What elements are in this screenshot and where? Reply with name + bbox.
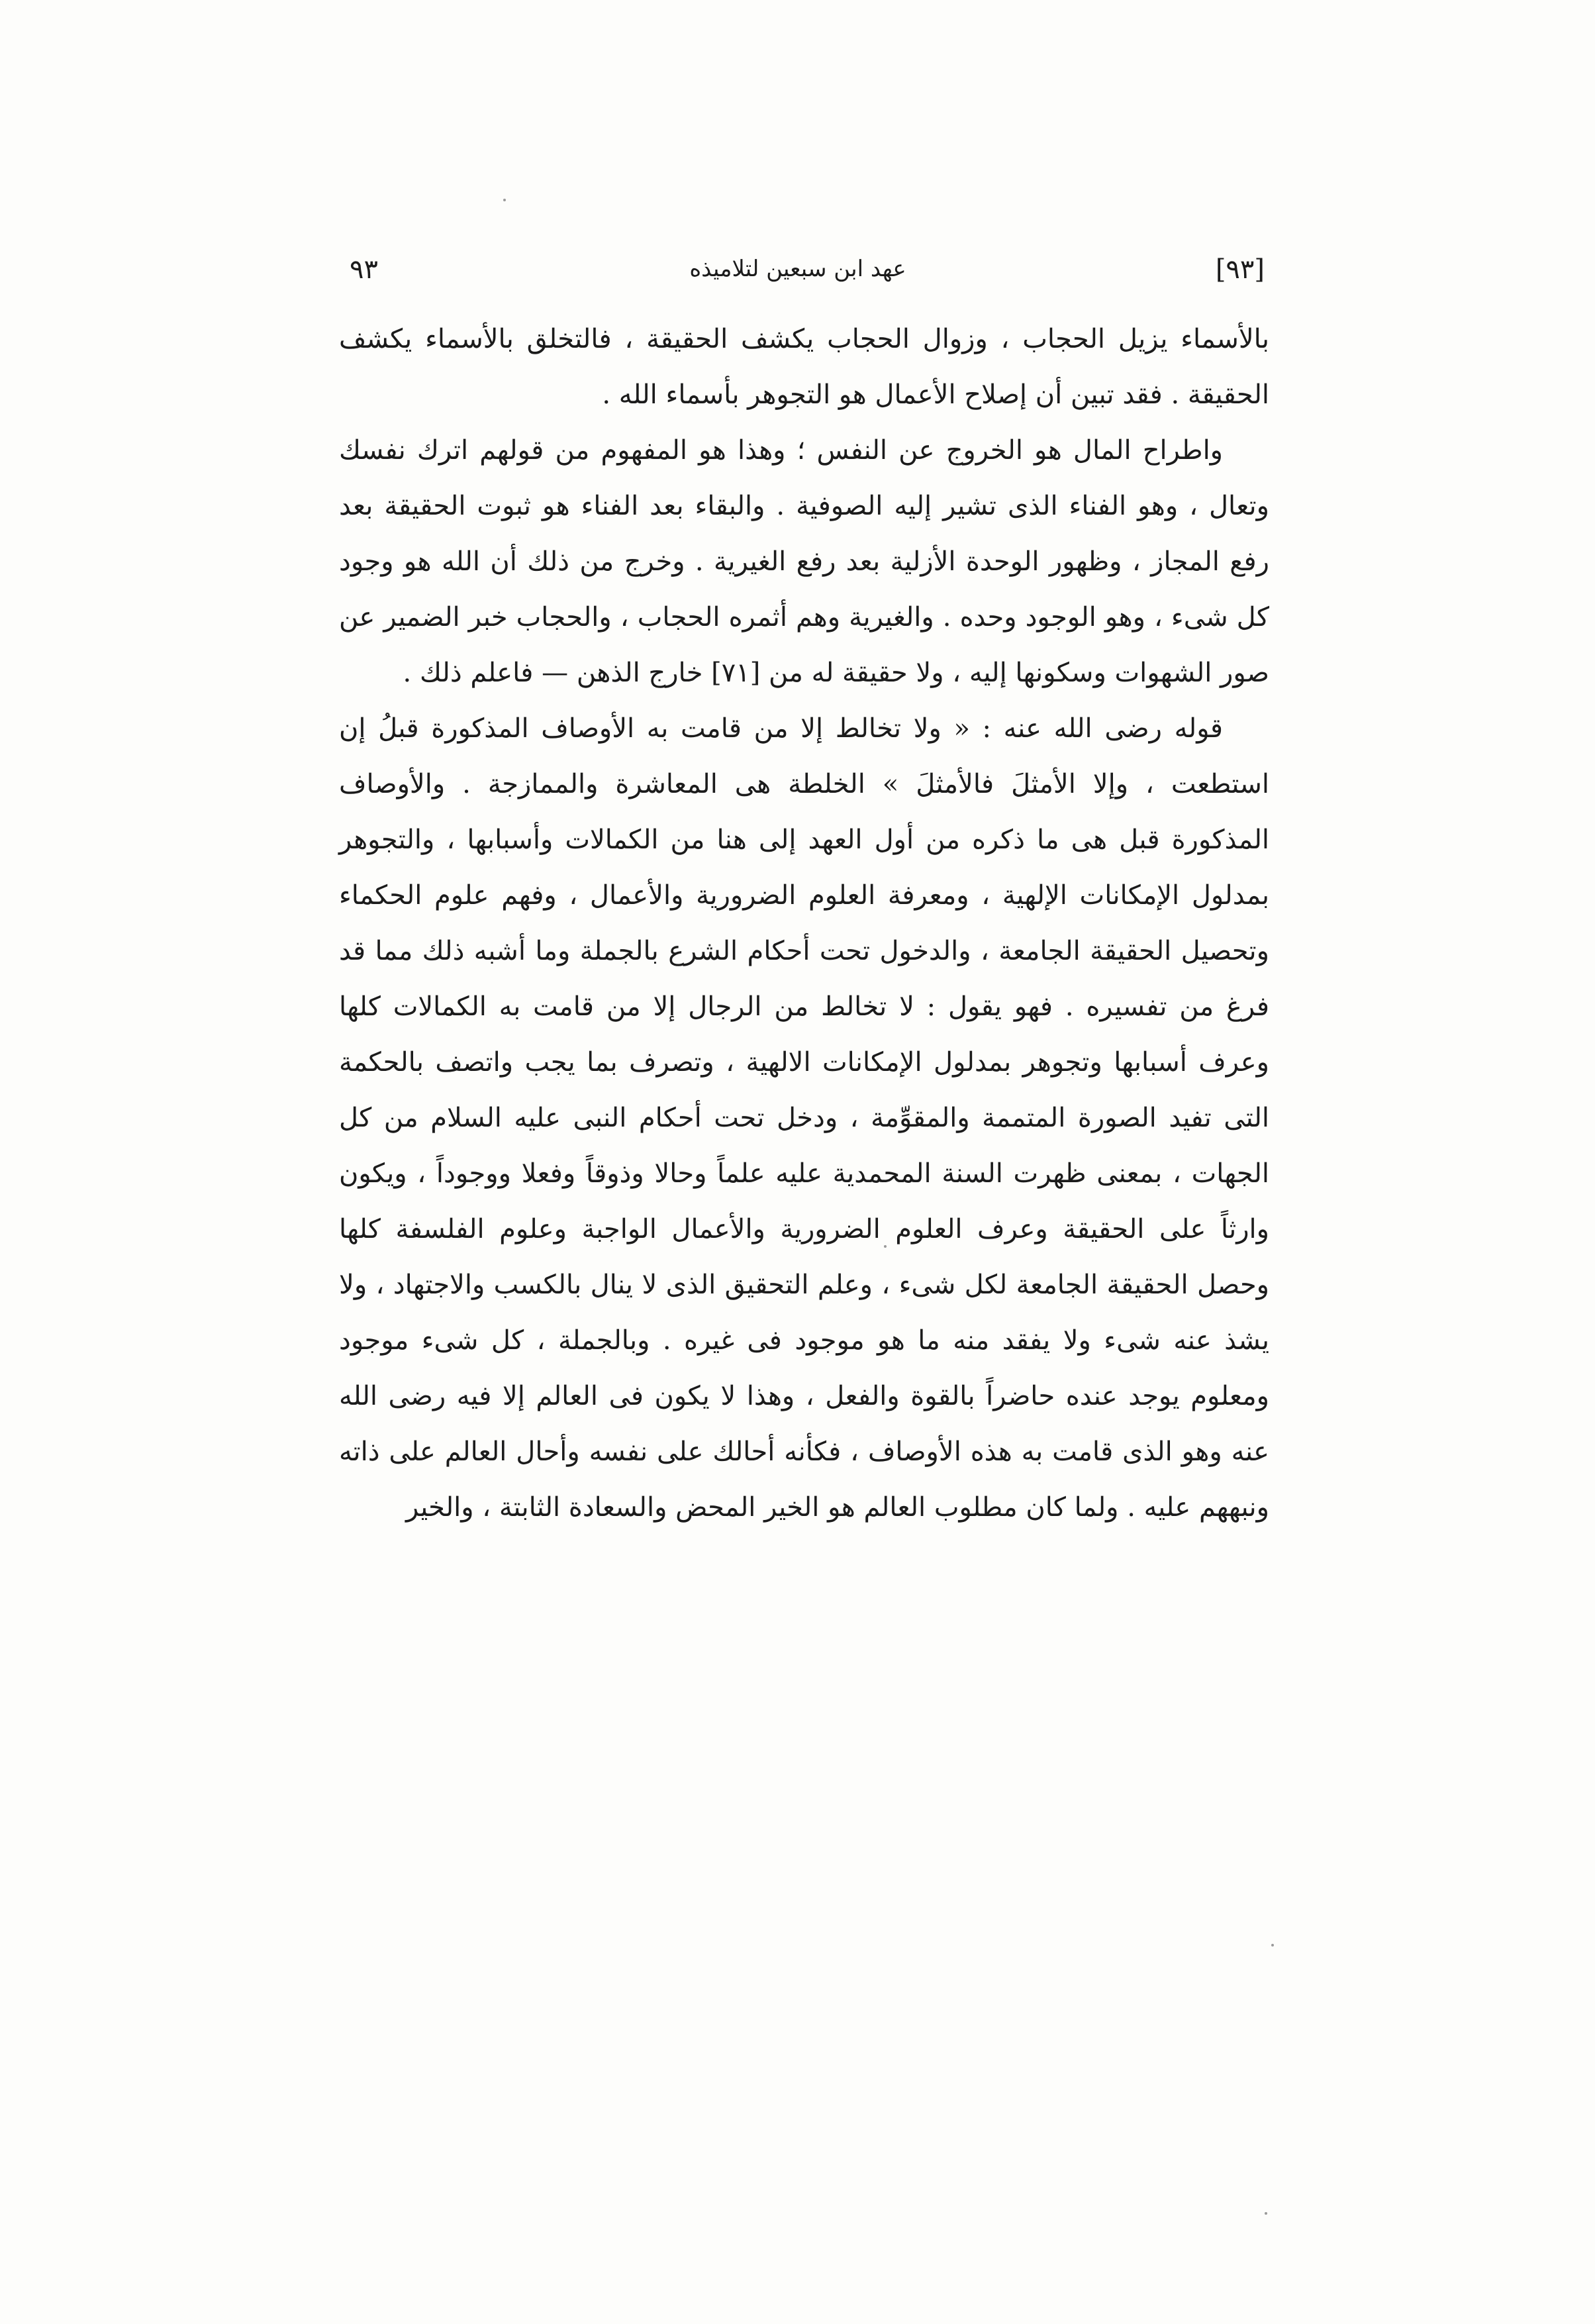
- body-text: [339, 311, 1269, 1535]
- bracket-page-number: [٩٣]: [1215, 254, 1265, 285]
- page-number: ٩٣: [350, 254, 378, 285]
- scan-speck: [884, 1245, 887, 1248]
- paragraph-1: بالأسماء يزيل الحجاب ، وزوال الحجاب يكشف الحقيقة ، فالتخلق بالأسماء يكشف الحقيقة . فقد تبين أن إصلاح الأعمال هو التجوهر بأسماء الله .: [339, 324, 1270, 410]
- running-title: عهد ابن سبعين لتلاميذه: [689, 256, 906, 282]
- scan-speck: [1265, 2212, 1267, 2215]
- scan-speck: [503, 199, 506, 201]
- page-header: [331, 245, 1265, 298]
- scan-speck: [1271, 1944, 1274, 1946]
- paragraph-3: قوله رضى الله عنه : « ولا تخالط إلا من قامت به الأوصاف المذكورة قبلُ إن استطعت ، وإلا الأمثلَ فالأمثلَ » الخلطة هى المعاشرة والممازجة . والأوصاف المذكورة قبل هى ما ذكره من أول العهد إلى هنا من الكمالات وأسبابها ، والتجوهر بمدلول الإمكانات الإلهية ، ومعرفة العلوم الضرورية والأعمال ، وفهم علوم الحكماء وتحصيل الحقيقة الجامعة ، والدخول تحت أحكام الشرع بالجملة وما أشبه ذلك مما قد فرغ من تفسيره . فهو يقول : لا تخالط من الرجال إلا من قامت به الكمالات كلها وعرف أسبابها وتجوهر بمدلول الإمكانات الالهية ، وتصرف بما يجب واتصف بالحكمة التى تفيد الصورة المتممة والمقوِّمة ، ودخل تحت أحكام النبى عليه السلام من كل الجهات ، بمعنى ظهرت السنة المحمدية عليه علماً وحالا وذوقاً وفعلا ووجوداً ، ويكون وارثاً على الحقيقة وعرف العلوم الضرورية والأعمال الواجبة وعلوم الفلسفة كلها وحصل الحقيقة الجامعة لكل شىء ، وعلم التحقيق الذى لا ينال بالكسب والاجتهاد ، ولا يشذ عنه شىء ولا يفقد منه ما هو موجود فى غيره . وبالجملة ، كل شىء موجود ومعلوم يوجد عنده حاضراً بالقوة والفعل ، وهذا لا يكون فى العالم إلا فيه رضى الله عنه وهو الذى قامت به هذه الأوصاف ، فكأنه أحالك على نفسه وأحال العالم على ذاته ونبههم عليه . ولما كان مطلوب العالم هو الخير المحض والسعادة الثابتة ، والخير: [339, 713, 1269, 1523]
- paragraph-2: واطراح المال هو الخروج عن النفس ؛ وهذا هو المفهوم من قولهم اترك نفسك وتعال ، وهو الفناء الذى تشير إليه الصوفية . والبقاء بعد الفناء هو ثبوت الحقيقة بعد رفع المجاز ، وظهور الوحدة الأزلية بعد رفع الغيرية . وخرج من ذلك أن الله هو وجود كل شىء ، وهو الوجود وحده . والغيرية وهم أثمره الحجاب ، والحجاب خبر الضمير عن صور الشهوات وسكونها إليه ، ولا حقيقة له من [٧١] خارج الذهن — فاعلم ذلك .: [339, 435, 1269, 688]
